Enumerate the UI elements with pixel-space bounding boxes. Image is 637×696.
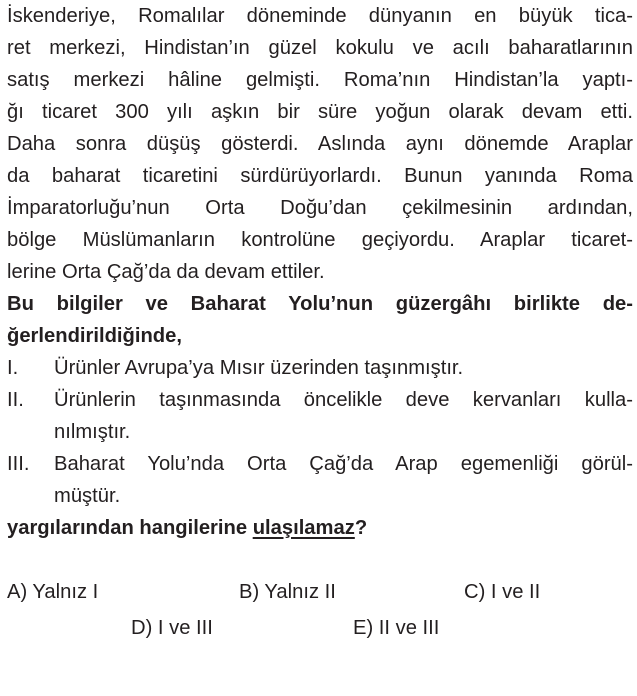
closing-prefix: yargılarından hangilerine	[7, 517, 253, 539]
closing-suffix: ?	[354, 517, 368, 539]
option-a[interactable]: A) Yalnız I	[7, 581, 99, 603]
passage-line-5: Daha sonra düşüş gösterdi. Aslında aynı dönemde Araplar	[7, 133, 633, 155]
statement-number: III.	[7, 453, 30, 475]
question-line-2: ğerlendirildiğinde,	[7, 325, 182, 347]
passage-line-8: bölge Müslümanların kontrolüne geçiyordu. Araplar ticaret-	[7, 229, 633, 251]
statement-text: Baharat Yolu’nda Orta Çağ’da Arap egemenliği görül-	[54, 453, 633, 475]
passage-line-7: İmparatorluğu’nun Orta Doğu’dan çekilmesinin ardından,	[7, 197, 633, 219]
closing-underlined-word: ulaşılamaz	[252, 517, 355, 539]
passage-line-9: lerine Orta Çağ’da da devam ettiler.	[7, 261, 325, 283]
passage-line-6: da baharat ticaretini sürdürüyorlardı. Bunun yanında Roma	[7, 165, 633, 187]
question-line-1: Bu bilgiler ve Baharat Yolu’nun güzergâhı birlikte de-	[7, 293, 633, 315]
passage-line-4: ğı ticaret 300 yılı aşkın bir süre yoğun olarak devam etti.	[7, 101, 633, 123]
statement-text: Ürünlerin taşınmasında öncelikle deve kervanları kulla-	[54, 389, 633, 411]
statement-number: I.	[7, 357, 19, 379]
passage-line-1: İskenderiye, Romalılar döneminde dünyanın en büyük tica-	[7, 5, 633, 27]
option-c[interactable]: C) I ve II	[464, 581, 541, 603]
statement-text-continued: müştür.	[54, 485, 121, 507]
statement-text: Ürünler Avrupa’ya Mısır üzerinden taşınmıştır.	[54, 357, 464, 379]
statement-number: II.	[7, 389, 24, 411]
question-closing	[7, 514, 633, 542]
option-e[interactable]: E) II ve III	[353, 617, 440, 639]
passage-line-2: ret merkezi, Hindistan’ın güzel kokulu ve acılı baharatlarının	[7, 37, 633, 59]
option-d[interactable]: D) I ve III	[131, 617, 213, 639]
option-b[interactable]: B) Yalnız II	[239, 581, 336, 603]
passage-line-3: satış merkezi hâline gelmişti. Roma’nın Hindistan’la yaptı-	[7, 69, 633, 91]
statement-text-continued: nılmıştır.	[54, 421, 131, 443]
